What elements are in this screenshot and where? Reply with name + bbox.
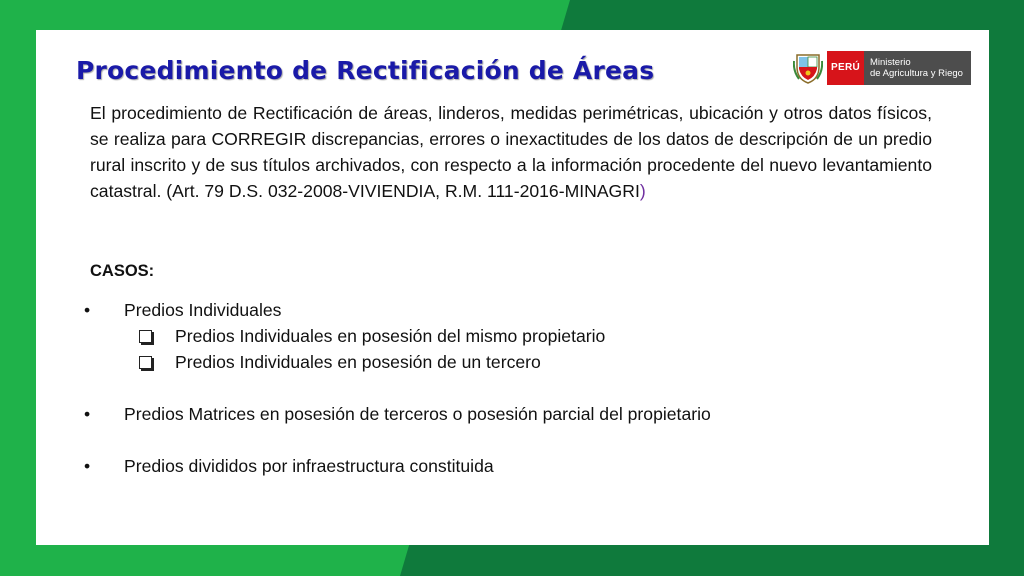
checkbox-bullet-icon xyxy=(139,330,152,343)
sub-item-label: Predios Individuales en posesión de un tercero xyxy=(175,352,541,372)
peru-coat-of-arms-icon xyxy=(793,51,823,85)
ministry-logo xyxy=(793,50,971,86)
ministry-line-1: Ministerio xyxy=(869,57,911,68)
checkbox-bullet-icon xyxy=(139,356,152,369)
list-item-label: Predios Matrices en posesión de terceros o posesión parcial del propietario xyxy=(124,404,711,424)
bullet-icon: • xyxy=(84,456,91,476)
peru-label: PERÚ xyxy=(827,51,864,85)
list-item-label: Predios divididos por infraestructura constituida xyxy=(124,456,494,476)
sub-item-label: Predios Individuales en posesión del mismo propietario xyxy=(175,326,606,346)
bullet-icon: • xyxy=(84,300,91,320)
casos-heading: CASOS: xyxy=(90,262,155,280)
description-paragraph xyxy=(90,100,932,204)
ministry-label xyxy=(864,51,971,85)
list-item-label: Predios Individuales xyxy=(124,300,282,320)
paragraph-closing-paren: ) xyxy=(639,181,646,201)
ministry-line-2: de Agricultura y Riego xyxy=(869,68,963,79)
paragraph-text: El procedimiento de Rectificación de áreas, linderos, medidas perimétricas, ubicación y otros datos físicos, se realiza para CORREGIR discrepancias, errores o inexactitudes de los datos de descripción de un predio rural inscrito y de sus títulos archivados, con respecto a la información procedente del nuevo levantamiento catastral. (Art. 79 D.S. 032-2008-VIVIENDIA, R.M. 111-2016-MINAGRI xyxy=(90,103,932,201)
bullet-icon: • xyxy=(84,404,91,424)
slide-content xyxy=(36,30,989,545)
slide-title: Procedimiento de Rectificación de Áreas xyxy=(76,56,655,85)
